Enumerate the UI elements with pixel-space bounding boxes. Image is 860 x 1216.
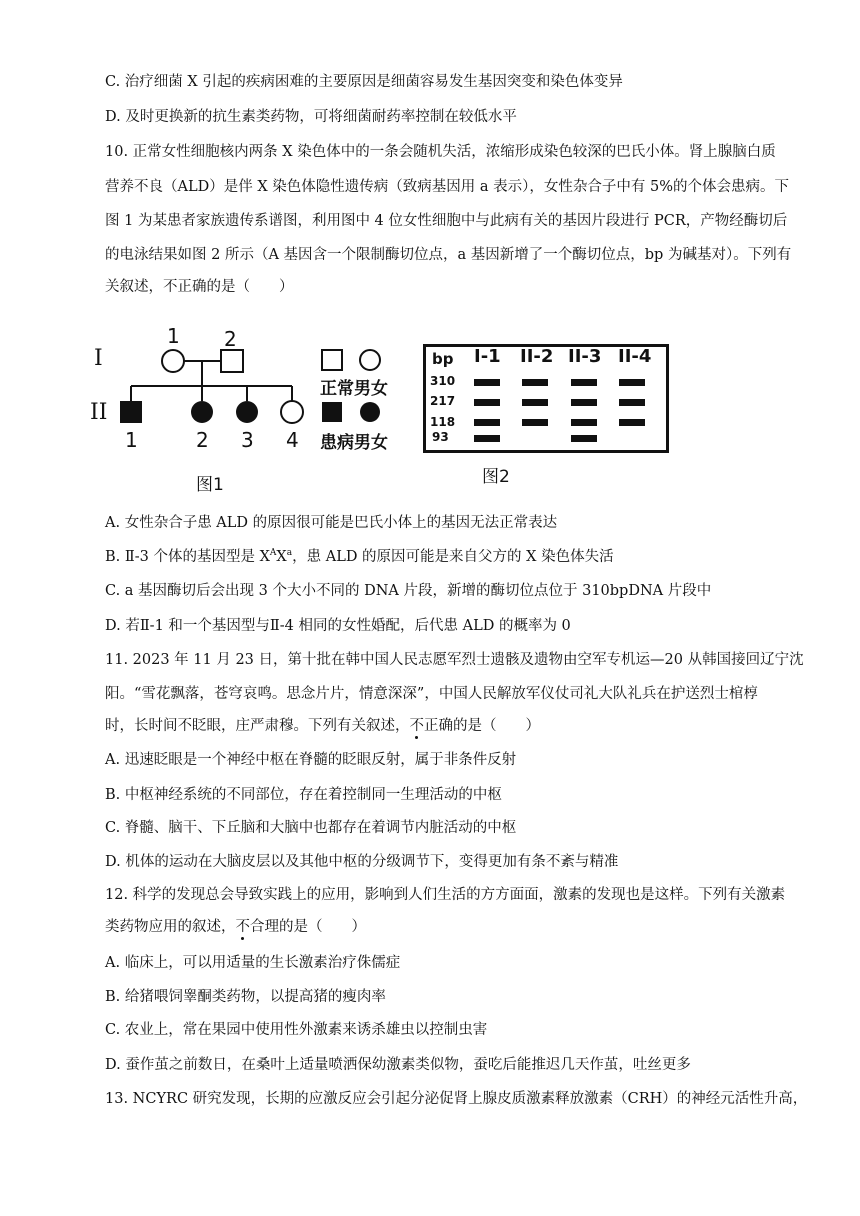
gel-band: [474, 435, 500, 442]
q11-option-a: A. 迅速眨眼是一个神经中枢在脊髓的眨眼反射，属于非条件反射: [105, 752, 517, 768]
q10-stem-line-1: 10. 正常女性细胞核内两条 X 染色体中的一条会随机失活，浓缩形成染色较深的巴氏小体。肾上腺脑白质: [105, 144, 776, 160]
size-label-217: 217: [430, 394, 456, 408]
q9-option-d: D. 及时更换新的抗生素类药物，可将细菌耐药率控制在较低水平: [105, 109, 517, 125]
individual-i-2-number: 2: [224, 327, 237, 351]
q11-option-d: D. 机体的运动在大脑皮层以及其他中枢的分级调节下，变得更加有条不紊与精准: [105, 854, 619, 870]
q9-option-c: C. 治疗细菌 X 引起的疾病困难的主要原因是细菌容易发生基因突变和染色体变异: [105, 74, 623, 90]
q12-option-d: D. 蚕作茧之前数日，在桑叶上适量喷洒保幼激素类似物，蚕吃后能推迟几天作茧，吐丝更多: [105, 1057, 691, 1073]
generation-ii-label: II: [90, 400, 108, 425]
legend-affected-label: 患病男女: [320, 433, 388, 453]
q11-option-b: B. 中枢神经系统的不同部位，存在着控制同一生理活动的中枢: [105, 787, 502, 803]
lane-label-i-1: I-1: [474, 346, 501, 367]
gel-header-bp: bp: [432, 350, 454, 368]
q10-option-c: C. a 基因酶切后会出现 3 个大小不同的 DNA 片段，新增的酶切位点位于 310bpDNA 片段中: [105, 583, 712, 599]
figure-2-gel: [420, 344, 670, 487]
q13-stem-line-1: 13. NCYRC 研究发现，长期的应激反应会引起分泌促肾上腺皮质激素释放激素（CRH）的神经元活性升高，: [105, 1091, 808, 1107]
gel-band: [522, 379, 548, 386]
q12-stem-text-1: 类药物应用的叙述，: [105, 919, 236, 935]
individual-ii-3-number: 3: [241, 428, 254, 452]
gel-band: [474, 379, 500, 386]
q11-stem-line-1: 11. 2023 年 11 月 23 日，第十批在韩中国人民志愿军烈士遗骸及遗物由空军专机运—20 从韩国接回辽宁沈: [105, 652, 804, 668]
q10-option-a: A. 女性杂合子患 ALD 的原因很可能是巴氏小体上的基因无法正常表达: [105, 515, 558, 531]
q10-option-b-text-2: X: [276, 549, 287, 565]
gel-band: [522, 399, 548, 406]
lane-label-ii-4: II-4: [618, 346, 652, 367]
figure-1-caption: 图1: [196, 475, 224, 495]
q10-option-b-text-1: B. Ⅱ-3 个体的基因型是 X: [105, 549, 270, 565]
q12-stem-line-2: [105, 917, 795, 937]
q12-option-b: B. 给猪喂饲睾酮类药物，以提高猪的瘦肉率: [105, 989, 386, 1005]
gel-band: [571, 379, 597, 386]
q12-stem-line-1: 12. 科学的发现总会导致实践上的应用，影响到人们生活的方方面面，激素的发现也是这样。下列有关激素: [105, 887, 786, 903]
individual-i-2-normal-male: [221, 350, 243, 372]
gel-band: [619, 419, 645, 426]
legend-affected-male-symbol: [322, 402, 342, 422]
pedigree-lines: [80, 318, 420, 498]
gel-band: [474, 419, 500, 426]
q11-stem-line-2: 阳。“雪花飘落，苍穹哀鸣。思念片片，情意深深”，中国人民解放军仪仗司礼大队礼兵在护送烈士棺椁: [105, 686, 758, 702]
legend-normal-label: 正常男女: [320, 379, 388, 399]
individual-ii-4-number: 4: [286, 428, 299, 452]
q11-stem-text-2: 正确的是（ ）: [424, 718, 540, 734]
q12-stem-text-2: 合理的是（ ）: [250, 919, 366, 935]
individual-ii-2-number: 2: [196, 428, 209, 452]
q12-option-a: A. 临床上，可以用适量的生长激素治疗侏儒症: [105, 955, 401, 971]
legend-normal-male-symbol: [322, 350, 342, 370]
size-label-118: 118: [430, 415, 456, 429]
gel-band: [571, 419, 597, 426]
individual-i-1-number: 1: [167, 324, 180, 348]
size-label-310: 310: [430, 374, 456, 388]
individual-i-1-normal-female: [162, 350, 184, 372]
q11-stem-line-3: [105, 716, 795, 736]
gel-band: [571, 399, 597, 406]
individual-ii-1-number: 1: [125, 428, 138, 452]
q11-emphasis-not: 不: [409, 718, 424, 734]
generation-i-label: I: [94, 346, 103, 371]
q12-emphasis-not: 不: [235, 919, 250, 935]
gel-band: [474, 399, 500, 406]
q10-stem-line-4: 的电泳结果如图 2 所示（A 基因含一个限制酶切位点，a 基因新增了一个酶切位点，bp 为碱基对）。下列有: [105, 247, 792, 263]
q10-option-d: D. 若Ⅱ-1 和一个基因型与Ⅱ-4 相同的女性婚配，后代患 ALD 的概率为 0: [105, 618, 571, 634]
figure-2-caption: 图2: [482, 467, 510, 487]
q10-stem-line-3: 图 1 为某患者家族遗传系谱图，利用图中 4 位女性细胞中与此病有关的基因片段进行 PCR，产物经酶切后: [105, 213, 788, 229]
q11-stem-text-1: 时，长时间不眨眼，庄严肃穆。下列有关叙述，: [105, 718, 410, 734]
q10-option-b-sup-2: a: [286, 548, 293, 559]
legend-affected-female-symbol: [360, 402, 380, 422]
individual-ii-1-affected-male: [120, 401, 142, 423]
individual-ii-2-affected-female: [191, 401, 213, 423]
individual-ii-4-normal-female: [281, 401, 303, 423]
q12-option-c: C. 农业上，常在果园中使用性外激素来诱杀雄虫以控制虫害: [105, 1022, 488, 1038]
q10-option-b-sup-1: A: [269, 548, 277, 559]
legend-normal-female-symbol: [360, 350, 380, 370]
figure-1-pedigree: [80, 318, 420, 498]
q10-option-b-text-3: ，患 ALD 的原因可能是来自父方的 X 染色体失活: [292, 549, 614, 565]
q10-option-b: [105, 547, 795, 567]
q10-stem-line-2: 营养不良（ALD）是伴 X 染色体隐性遗传病（致病基因用 a 表示），女性杂合子中有 5%的个体会患病。下: [105, 179, 789, 195]
gel-band: [522, 419, 548, 426]
gel-band: [619, 399, 645, 406]
lane-label-ii-2: II-2: [520, 346, 554, 367]
gel-band: [571, 435, 597, 442]
q10-stem-line-5: 关叙述，不正确的是（ ）: [105, 279, 294, 295]
size-label-93: 93: [432, 430, 449, 444]
lane-label-ii-3: II-3: [568, 346, 602, 367]
q11-option-c: C. 脊髓、脑干、下丘脑和大脑中也都存在着调节内脏活动的中枢: [105, 820, 517, 836]
individual-ii-3-affected-female: [236, 401, 258, 423]
gel-band: [619, 379, 645, 386]
